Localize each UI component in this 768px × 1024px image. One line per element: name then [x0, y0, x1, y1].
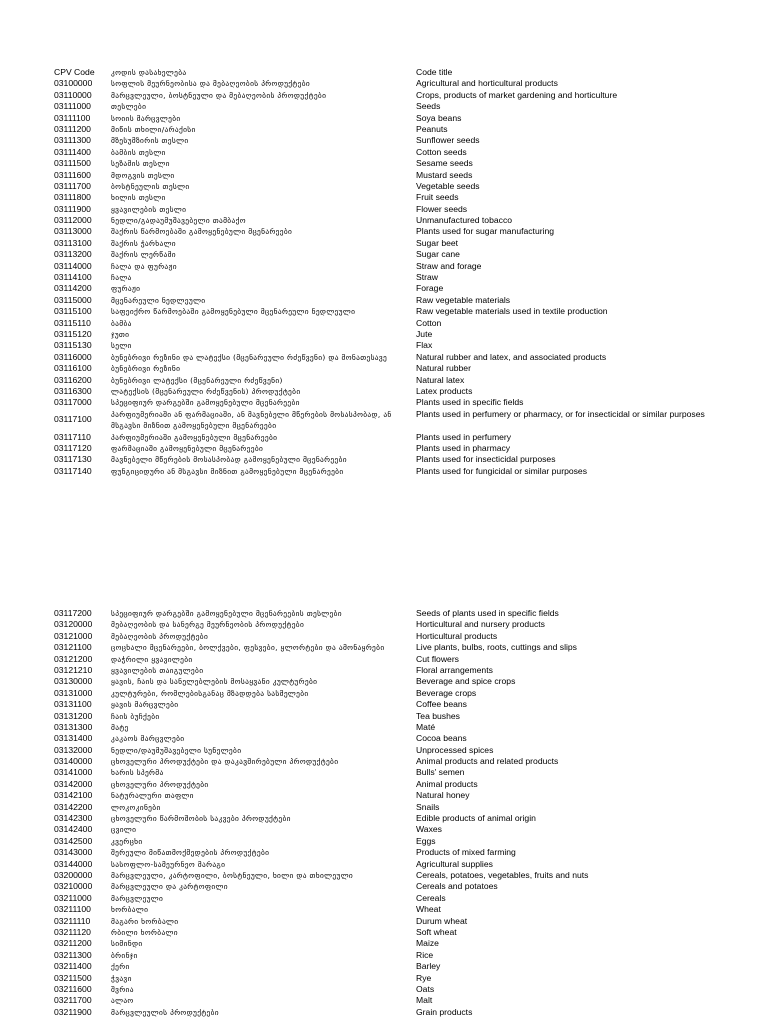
english-title-cell: Wheat	[416, 904, 441, 915]
english-title-cell: Cocoa beans	[416, 733, 467, 744]
table-row	[54, 340, 754, 351]
table-row	[54, 654, 754, 665]
georgian-title-cell: ხარის სპერმა	[111, 768, 164, 778]
cpv-code-cell: 03115110	[54, 317, 91, 328]
table-row	[54, 78, 754, 89]
table-row	[54, 608, 754, 619]
english-title-cell: Cotton seeds	[416, 146, 467, 157]
cpv-code-cell: 03131100	[54, 699, 92, 710]
georgian-title-cell: მარცვლეული და კარტოფილი	[111, 882, 228, 892]
georgian-title-cell: სელი	[111, 341, 132, 351]
cpv-code-cell: 03121000	[54, 630, 93, 641]
cpv-code-cell: 03112000	[54, 215, 92, 226]
georgian-title-cell: ბამბის თესლი	[111, 147, 166, 157]
georgian-title-cell: კაკაოს მარცვლები	[111, 734, 185, 744]
english-title-cell: Plants used in perfumery or pharmacy, or for insecticidal or similar purposes	[416, 408, 705, 419]
table-row	[54, 181, 754, 192]
english-title-cell: Cereals and potatoes	[416, 881, 498, 892]
cpv-code-cell: 03211600	[54, 983, 92, 994]
cpv-code-cell: 03111600	[54, 169, 91, 180]
georgian-title-cell: ყვავილების თესლი	[111, 204, 187, 214]
cpv-code-cell: 03131000	[54, 687, 93, 698]
table-row	[54, 619, 754, 630]
cpv-code-cell: 03131200	[54, 710, 93, 721]
georgian-title-cell: ცხოველური წარმოშობის საკვები პროდუქტები	[111, 814, 291, 824]
cpv-code-cell: 03142500	[54, 835, 93, 846]
cpv-code-cell: 03116200	[54, 374, 92, 385]
table-row	[54, 215, 754, 226]
table-row	[54, 995, 754, 1006]
georgian-title-cell: ჩაის ბუჩქები	[111, 711, 160, 721]
table-row	[54, 113, 754, 124]
georgian-title-cell: ნედლი/გადაუმუშავებელი თამბაქო	[111, 216, 246, 226]
english-title-cell: Maize	[416, 938, 439, 949]
georgian-title-cell: ლატექსის (მცენარეული რძეწვენის) პროდუქტები	[111, 386, 301, 396]
cpv-code-cell: 03111900	[54, 203, 91, 214]
georgian-title-cell: ჩალა და ფურაჟი	[111, 261, 177, 271]
table-row	[54, 904, 754, 915]
cpv-code-cell: 03211200	[54, 938, 92, 949]
georgian-title-cell: ბოსტნეულის თესლი	[111, 181, 190, 191]
table-row	[54, 779, 754, 790]
cpv-code-cell: 03117120	[54, 442, 92, 453]
table-row	[54, 699, 754, 710]
cpv-code-cell: 03142400	[54, 824, 93, 835]
table-row	[54, 386, 754, 397]
georgian-title-cell: შაქრის წარმოებაში გამოყენებული მცენარეები	[111, 227, 293, 237]
english-title-cell: Natural rubber and latex, and associated products	[416, 351, 607, 362]
table-row	[54, 836, 754, 847]
english-title-cell: Forage	[416, 283, 444, 294]
cpv-code-cell: 03121210	[54, 664, 93, 675]
english-title-cell: Seeds	[416, 101, 441, 112]
table-row	[54, 665, 754, 676]
english-title-cell: Fruit seeds	[416, 192, 459, 203]
english-title-cell: Edible products of animal origin	[416, 813, 536, 824]
georgian-title-cell: შერეული მიწათმოქმედების პროდუქტები	[111, 848, 270, 858]
georgian-title-cell: სიმინდი	[111, 939, 143, 949]
georgian-title-cell: ცხოველური პროდუქტები და დაკავშირებული პროდუქტები	[111, 757, 339, 767]
cpv-code-cell: 03117100	[54, 413, 92, 424]
table-row	[54, 432, 754, 443]
table-row	[54, 124, 754, 135]
cpv-code-cell: 03111200	[54, 123, 91, 134]
table-row	[54, 847, 754, 858]
georgian-title-cell: საფეიქრო წარმოებაში გამოყენებული მცენარეული ნედლეული	[111, 307, 356, 317]
cpv-code-cell: 03142100	[54, 790, 93, 801]
english-title-cell: Beverage and spice crops	[416, 676, 516, 687]
english-title-cell: Latex products	[416, 385, 473, 396]
english-title-cell: Coffee beans	[416, 699, 467, 710]
table-row	[54, 397, 754, 408]
cpv-code-cell: 03211300	[54, 949, 92, 960]
english-title-cell: Natural honey	[416, 790, 470, 801]
table-row	[54, 950, 754, 961]
cpv-code-cell: 03141000	[54, 767, 93, 778]
table-row	[54, 881, 754, 892]
georgian-title-cell: მავნებელი მწერების მოსასპობად გამოყენებული მცენარეები	[111, 455, 347, 465]
georgian-title-cell: მზესუმზირის თესლი	[111, 136, 189, 146]
english-title-cell: Rice	[416, 949, 434, 960]
table-row	[54, 813, 754, 824]
table-row	[54, 170, 754, 181]
english-title-cell: Mustard seeds	[416, 169, 473, 180]
english-title-cell: Raw vegetable materials	[416, 294, 511, 305]
cpv-code-cell: 03117200	[54, 608, 92, 618]
table-row	[54, 631, 754, 642]
georgian-title-cell: მებაღეობის პროდუქტები	[111, 631, 209, 641]
georgian-title-cell: ყავის, ჩაის და სანელებლების მოსაყვანი კულტურები	[111, 677, 318, 687]
table-row	[54, 722, 754, 733]
cpv-code-cell: 03131300	[54, 721, 93, 732]
georgian-title-cell: კვერცხი	[111, 836, 143, 846]
english-title-cell: Animal products	[416, 778, 478, 789]
english-title-cell: Vegetable seeds	[416, 180, 480, 191]
english-title-cell: Beverage crops	[416, 687, 477, 698]
table-row	[54, 688, 754, 699]
cpv-code-cell: 03117130	[54, 454, 92, 465]
georgian-title-cell: კულტურები, რომლებისგანაც მზადდება სასმელები	[111, 688, 309, 698]
georgian-title-cell: პარფიუმერიაში ან ფარმაციაში, ან მავნებელი მწერების მოსასპობად, ან მსგავსი მიზნით გამოყენებული მცენარეები	[111, 409, 392, 431]
english-title-cell: Grain products	[416, 1006, 473, 1017]
georgian-title-cell: მცენარეული ნედლეული	[111, 295, 206, 305]
cpv-code-cell: 03116000	[54, 351, 92, 362]
english-title-cell: Sunflower seeds	[416, 135, 480, 146]
cpv-code-cell: 03115120	[54, 328, 92, 339]
english-title-cell: Sugar cane	[416, 249, 460, 260]
georgian-title-cell: მაგარი ხორბალი	[111, 916, 179, 926]
table-row	[54, 204, 754, 215]
georgian-title-cell: მარცვლეული, ბოსტნეული და მებაღეობის პროდუქტები	[111, 90, 327, 100]
english-title-cell: Horticultural and nursery products	[416, 619, 545, 630]
english-title-cell: Plants used in perfumery	[416, 431, 512, 442]
table-row	[54, 329, 754, 340]
english-title-cell: Maté	[416, 721, 436, 732]
table-row	[54, 135, 754, 146]
georgian-title-cell: ბამბა	[111, 318, 132, 328]
georgian-title-cell: სპეციფიურ დარგებში გამოყენებული მცენარეები	[111, 398, 300, 408]
georgian-title-cell: შაქრის ჭარხალი	[111, 238, 176, 248]
table-row	[54, 767, 754, 778]
georgian-title-cell: ნედლი/დაუმუშავებელი სუნელები	[111, 745, 242, 755]
table-row	[54, 802, 754, 813]
english-title-cell: Raw vegetable materials used in textile production	[416, 306, 608, 317]
georgian-title-cell: სპეციფიურ დარგებში გამოყენებული მცენარეების თესლები	[111, 609, 342, 618]
cpv-code-cell: 03143000	[54, 847, 93, 858]
georgian-title-cell: ლოკოკინები	[111, 802, 161, 812]
georgian-title-cell: ჯუთი	[111, 329, 130, 339]
cpv-code-cell: 03114000	[54, 260, 92, 271]
cpv-code-cell: 03114200	[54, 283, 92, 294]
georgian-title-cell: ცვილი	[111, 825, 137, 835]
table-row	[54, 261, 754, 272]
table-row	[54, 984, 754, 995]
georgian-title-cell: მარცვლეული	[111, 893, 164, 903]
georgian-title-cell: ფურაჟი	[111, 284, 141, 294]
cpv-code-cell: 03111500	[54, 158, 91, 169]
cpv-code-cell: 03211110	[54, 915, 91, 926]
cpv-code-cell: 03117110	[54, 431, 91, 442]
english-title-cell: Jute	[416, 328, 433, 339]
georgian-title-cell: ბუნებრივი რეზინი	[111, 364, 181, 374]
table-row	[54, 238, 754, 249]
english-title-cell: Plants used for fungicidal or similar purposes	[416, 465, 588, 476]
cpv-code-cell: 03211700	[54, 995, 92, 1006]
english-title-cell: Soya beans	[416, 112, 462, 123]
english-title-cell: Tea bushes	[416, 710, 460, 721]
georgian-title-cell: სეზამის თესლი	[111, 159, 170, 169]
cpv-code-cell: 03114100	[54, 272, 92, 283]
english-title-cell: Plants used in specific fields	[416, 397, 524, 408]
english-title-cell: Cotton	[416, 317, 442, 328]
cpv-code-cell: 03132000	[54, 744, 93, 755]
table-block-2	[54, 608, 754, 1018]
table-row	[54, 961, 754, 972]
cpv-code-cell: 03100000	[54, 78, 93, 89]
cpv-code-cell: 03115100	[54, 306, 92, 317]
table-row	[54, 916, 754, 927]
georgian-title-cell: მარცვლეული, კარტოფილი, ბოსტნეული, ხილი და თხილეული	[111, 870, 354, 880]
table-row	[54, 352, 754, 363]
cpv-code-cell: 03111400	[54, 146, 91, 157]
cpv-code-cell: 03116100	[54, 363, 92, 374]
georgian-title-cell: ჩალა	[111, 273, 132, 283]
table-row	[54, 893, 754, 904]
georgian-title-cell: თესლები	[111, 102, 147, 112]
table-row	[54, 226, 754, 237]
english-title-cell: Flower seeds	[416, 203, 468, 214]
table-row	[54, 733, 754, 744]
georgian-title-cell: ცხოველური პროდუქტები	[111, 779, 209, 789]
cpv-code-cell: 03113100	[54, 237, 92, 248]
english-title-cell: Rye	[416, 972, 432, 983]
header-code-title: Code title	[416, 67, 453, 77]
georgian-title-cell: მარცვლეულის პროდუქტები	[111, 1007, 219, 1017]
cpv-code-cell: 03121100	[54, 642, 92, 653]
table-row	[54, 147, 754, 158]
header-cpv-code: CPV Code	[54, 67, 95, 77]
english-title-cell: Eggs	[416, 835, 436, 846]
english-title-cell: Animal products and related products	[416, 756, 559, 767]
cpv-code-cell: 03121200	[54, 653, 93, 664]
georgian-title-cell: შაქრის ლერწამი	[111, 250, 176, 260]
cpv-code-cell: 03116300	[54, 385, 92, 396]
english-title-cell: Durum wheat	[416, 915, 468, 926]
english-title-cell: Natural rubber	[416, 363, 471, 374]
cpv-code-cell: 03211500	[54, 972, 92, 983]
cpv-code-cell: 03142300	[54, 813, 93, 824]
table-row	[54, 454, 754, 465]
cpv-code-cell: 03142200	[54, 801, 93, 812]
english-title-cell: Bulls' semen	[416, 767, 465, 778]
english-title-cell: Waxes	[416, 824, 442, 835]
english-title-cell: Straw and forage	[416, 260, 482, 271]
cpv-code-cell: 03142000	[54, 778, 93, 789]
georgian-title-cell: რბილი ხორბალი	[111, 927, 178, 937]
cpv-code-cell: 03111700	[54, 180, 91, 191]
cpv-code-cell: 03120000	[54, 619, 93, 630]
english-title-cell: Soft wheat	[416, 926, 457, 937]
georgian-title-cell: ბრინჯი	[111, 950, 138, 960]
english-title-cell: Snails	[416, 801, 440, 812]
georgian-title-cell: ფუნგიციდური ან მსგავსი მიზნით გამოყენებული მცენარეები	[111, 466, 344, 476]
georgian-title-cell: დაჭრილი ყვავილები	[111, 654, 193, 664]
english-title-cell: Sesame seeds	[416, 158, 473, 169]
georgian-title-cell: ნატურალური თაფლი	[111, 791, 194, 801]
header-georgian-title: კოდის დასახელება	[111, 68, 187, 77]
cpv-code-cell: 03117000	[54, 397, 92, 408]
georgian-title-cell: სოფლის მეურნეობისა და მებაღეობის პროდუქტები	[111, 79, 311, 89]
english-title-cell: Seeds of plants used in specific fields	[416, 608, 559, 618]
cpv-code-cell: 03211120	[54, 926, 91, 937]
georgian-title-cell: ბუნებრივი ლატექსი (მცენარეული რძეწვენი)	[111, 375, 283, 385]
cpv-code-cell: 03113200	[54, 249, 92, 260]
table-row	[54, 295, 754, 306]
georgian-title-cell: ცოცხალი მცენარეები, ბოლქვები, ფესვები, ყლორტები და ამონაყრები	[111, 643, 385, 653]
english-title-cell: Sugar beet	[416, 237, 459, 248]
table-row	[54, 927, 754, 938]
georgian-title-cell: შვრია	[111, 984, 134, 994]
english-title-cell: Cereals, potatoes, vegetables, fruits and nuts	[416, 869, 589, 880]
table-row	[54, 283, 754, 294]
table-row	[54, 642, 754, 653]
table-row	[54, 363, 754, 374]
table-row	[54, 973, 754, 984]
georgian-title-cell: ჭვავი	[111, 973, 132, 983]
table-row	[54, 756, 754, 767]
table-row	[54, 158, 754, 169]
cpv-code-cell: 03111000	[54, 101, 91, 112]
table-header-row	[54, 67, 754, 78]
cpv-code-cell: 03130000	[54, 676, 93, 687]
table-row	[54, 1007, 754, 1018]
table-row	[54, 318, 754, 329]
cpv-code-cell: 03110000	[54, 89, 92, 100]
georgian-title-cell: ხილის თესლი	[111, 193, 166, 203]
georgian-title-cell: ხორბალი	[111, 905, 149, 915]
cpv-code-cell: 03144000	[54, 858, 93, 869]
table-row	[54, 101, 754, 112]
table-row	[54, 824, 754, 835]
english-title-cell: Peanuts	[416, 123, 448, 134]
georgian-title-cell: სოიის მარცვლები	[111, 113, 181, 123]
english-title-cell: Agricultural and horticultural products	[416, 78, 558, 89]
cpv-code-cell: 03140000	[54, 756, 93, 767]
english-title-cell: Barley	[416, 961, 441, 972]
english-title-cell: Agricultural supplies	[416, 858, 493, 869]
table-row	[54, 870, 754, 881]
georgian-title-cell: პარფიუმერიაში გამოყენებული მცენარეები	[111, 432, 278, 442]
english-title-cell: Unprocessed spices	[416, 744, 494, 755]
english-title-cell: Cereals	[416, 892, 446, 903]
georgian-title-cell: ყვავილების თაიგულები	[111, 665, 204, 675]
table-row	[54, 443, 754, 454]
cpv-code-cell: 03211900	[54, 1006, 92, 1017]
english-title-cell: Natural latex	[416, 374, 465, 385]
table-row	[54, 711, 754, 722]
english-title-cell: Plants used for sugar manufacturing	[416, 226, 555, 237]
table-row	[54, 676, 754, 687]
georgian-title-cell: ყავის მარცვლები	[111, 700, 179, 710]
english-title-cell: Floral arrangements	[416, 664, 493, 675]
georgian-title-cell: მატე	[111, 722, 129, 732]
english-title-cell: Oats	[416, 983, 435, 994]
cpv-code-cell: 03211100	[54, 904, 91, 915]
cpv-code-cell: 03211400	[54, 961, 92, 972]
table-row	[54, 192, 754, 203]
english-title-cell: Flax	[416, 340, 433, 351]
table-row	[54, 745, 754, 756]
cpv-code-cell: 03117140	[54, 465, 92, 476]
cpv-code-cell: 03211000	[54, 892, 92, 903]
georgian-title-cell: ალაო	[111, 996, 134, 1006]
georgian-title-cell: ფარმაციაში გამოყენებული მცენარეები	[111, 443, 264, 453]
cpv-code-cell: 03111300	[54, 135, 91, 146]
georgian-title-cell: მებაღეობის და სანერგე მეურნეობის პროდუქტები	[111, 620, 305, 630]
table-row	[54, 272, 754, 283]
table-row	[54, 306, 754, 317]
english-title-cell: Unmanufactured tobacco	[416, 215, 513, 226]
english-title-cell: Straw	[416, 272, 438, 283]
english-title-cell: Products of mixed farming	[416, 847, 516, 858]
cpv-code-cell: 03200000	[54, 869, 93, 880]
english-title-cell: Crops, products of market gardening and horticulture	[416, 89, 618, 100]
cpv-code-cell: 03131400	[54, 733, 93, 744]
english-title-cell: Live plants, bulbs, roots, cuttings and slips	[416, 642, 577, 653]
table-row	[54, 90, 754, 101]
table-row	[54, 790, 754, 801]
table-row	[54, 375, 754, 386]
cpv-code-cell: 03113000	[54, 226, 92, 237]
cpv-code-cell: 03111100	[54, 112, 91, 123]
english-title-cell: Plants used for insecticidal purposes	[416, 454, 556, 465]
georgian-title-cell: ქერი	[111, 962, 130, 972]
cpv-code-cell: 03210000	[54, 881, 93, 892]
georgian-title-cell: მიწის თხილი/არაქისი	[111, 124, 196, 134]
table-row	[54, 409, 754, 432]
cpv-code-cell: 03115000	[54, 294, 92, 305]
georgian-title-cell: მდოგვის თესლი	[111, 170, 175, 180]
table-row	[54, 249, 754, 260]
georgian-title-cell: ბუნებრივი რეზინი და ლატექსი (მცენარეული რძეწვენი) და მონათესავე	[111, 352, 388, 362]
cpv-code-cell: 03115130	[54, 340, 92, 351]
table-row	[54, 938, 754, 949]
table-row	[54, 859, 754, 870]
cpv-code-cell: 03111800	[54, 192, 91, 203]
english-title-cell: Malt	[416, 995, 433, 1006]
table-row	[54, 466, 754, 477]
table-block-1	[54, 67, 754, 477]
georgian-title-cell: სასოფლო-სამეურნეო მარაგი	[111, 859, 226, 869]
english-title-cell: Horticultural products	[416, 630, 498, 641]
english-title-cell: Plants used in pharmacy	[416, 442, 511, 453]
english-title-cell: Cut flowers	[416, 653, 459, 664]
